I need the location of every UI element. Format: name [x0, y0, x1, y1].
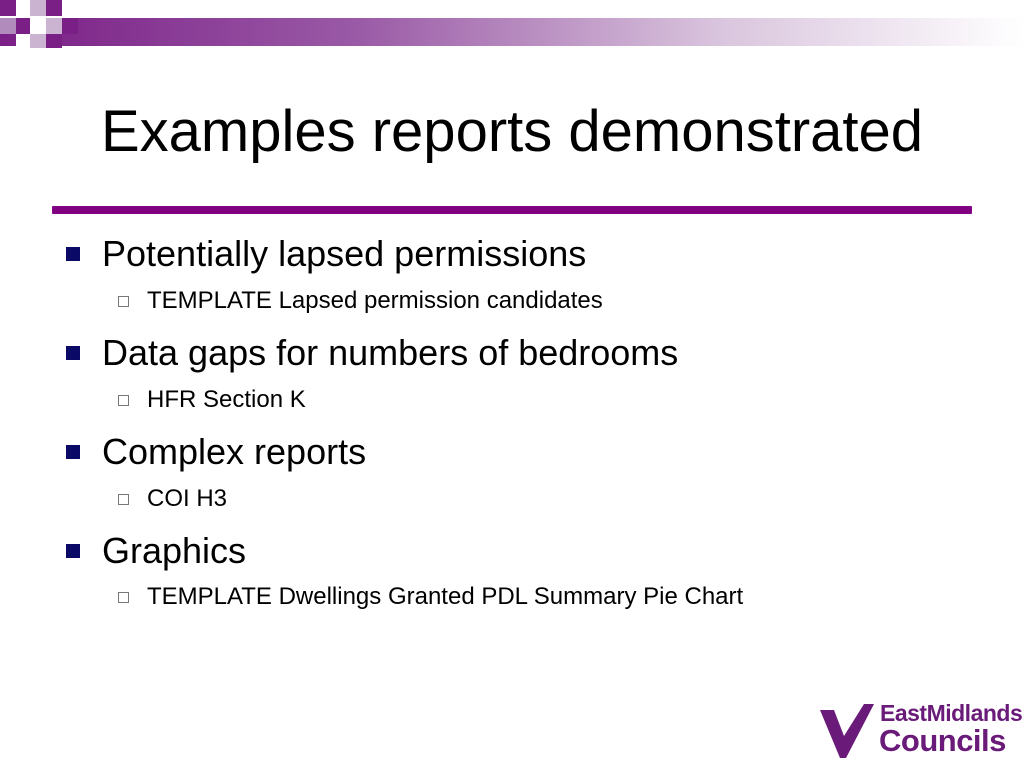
- east-midlands-councils-logo: [818, 700, 1023, 760]
- hollow-square-bullet-icon: [118, 296, 129, 307]
- logo-text-line1: EastMidlands: [880, 700, 1023, 726]
- header-decoration-band: [0, 0, 1024, 60]
- hollow-square-bullet-icon: [118, 592, 129, 603]
- sub-bullet-text: HFR Section K: [147, 386, 306, 413]
- check-mark-icon: [818, 700, 876, 760]
- square-bullet-icon: [66, 346, 80, 360]
- slide-title: Examples reports demonstrated: [100, 99, 924, 164]
- bullet-text: Potentially lapsed permissions: [102, 233, 587, 274]
- title-divider: [52, 206, 972, 214]
- bullet-text: Complex reports: [102, 431, 367, 472]
- square-bullet-icon: [66, 445, 80, 459]
- sub-bullet-text: COI H3: [147, 485, 228, 512]
- square-bullet-icon: [66, 544, 80, 558]
- header-gradient-graphic: [0, 0, 1024, 60]
- logo-text-line2: Councils: [879, 723, 1006, 758]
- hollow-square-bullet-icon: [118, 494, 129, 505]
- bullet-text: Graphics: [102, 530, 247, 571]
- square-bullet-icon: [66, 247, 80, 261]
- bullet-text: Data gaps for numbers of bedrooms: [102, 332, 679, 373]
- sub-bullet-text: TEMPLATE Lapsed permission candidates: [147, 287, 603, 314]
- sub-bullet-text: TEMPLATE Dwellings Granted PDL Summary Pie Chart: [147, 583, 744, 610]
- hollow-square-bullet-icon: [118, 395, 129, 406]
